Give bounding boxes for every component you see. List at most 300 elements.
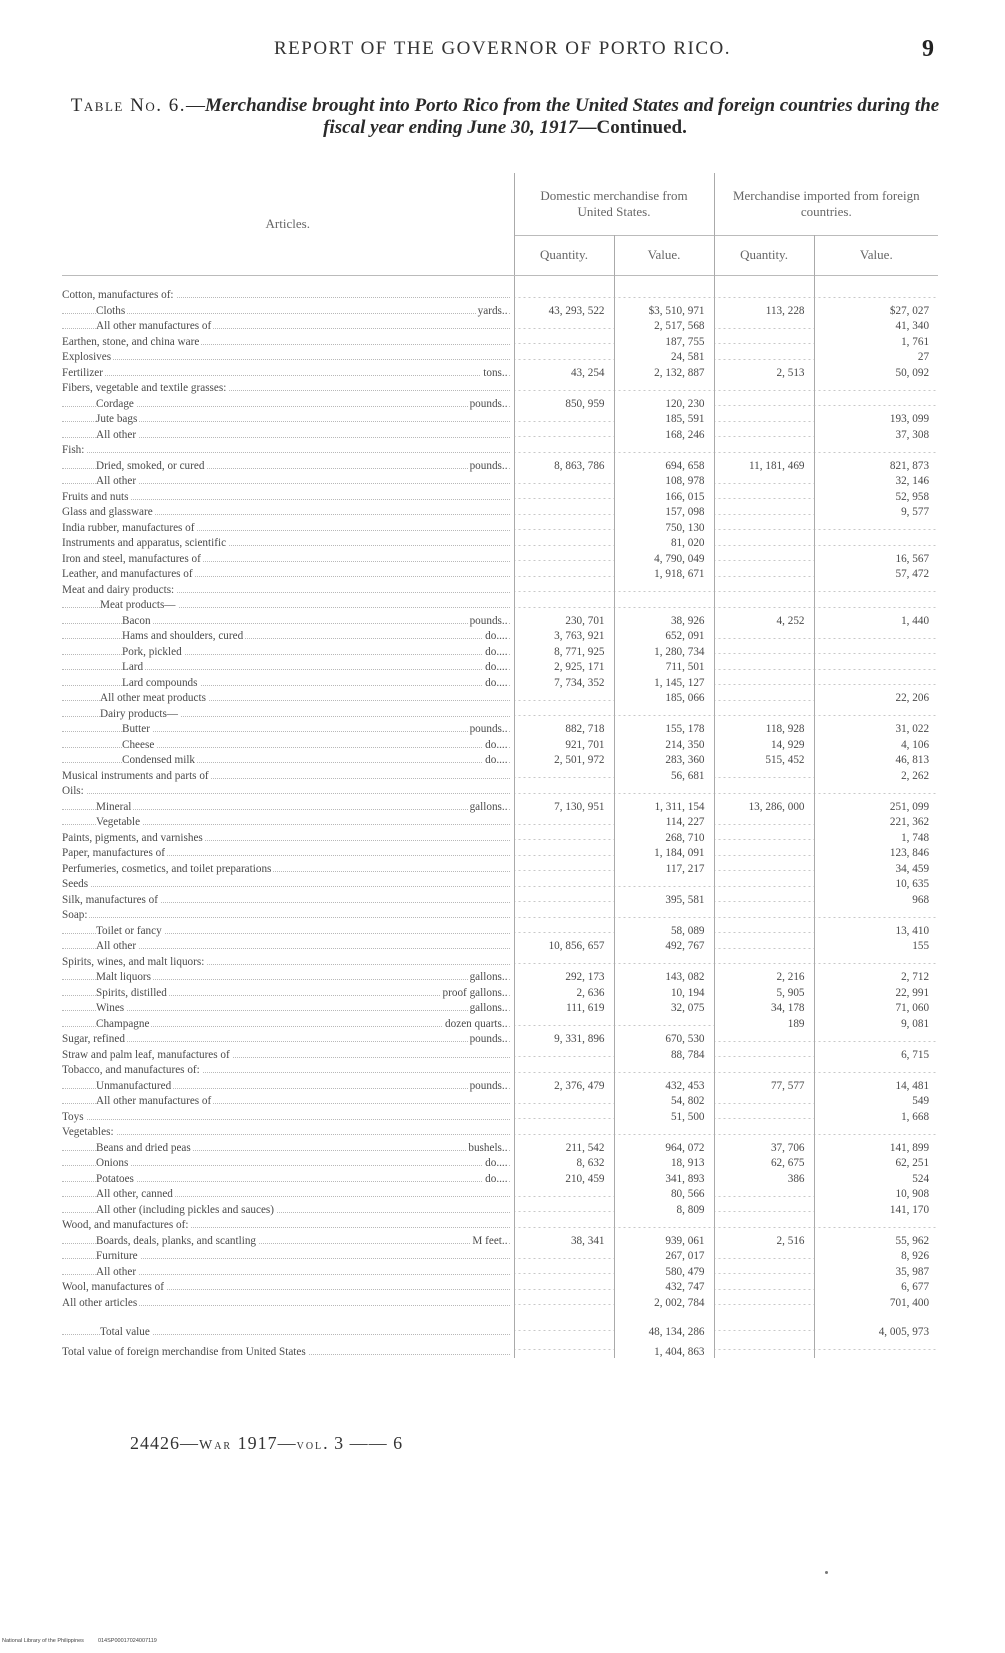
foreign-value-cell bbox=[814, 286, 938, 302]
foreign-value-cell: 22, 991 bbox=[814, 983, 938, 999]
article-label: Glass and glassware bbox=[62, 506, 153, 518]
unit-label: yards.. bbox=[477, 304, 508, 317]
article-cell bbox=[62, 844, 514, 860]
foreign-quantity-cell bbox=[714, 534, 814, 550]
domestic-value-cell: 694, 658 bbox=[614, 456, 714, 472]
table-row bbox=[62, 611, 938, 627]
table-row bbox=[62, 704, 938, 720]
article-cell bbox=[62, 890, 514, 906]
domestic-value-cell: 283, 360 bbox=[614, 751, 714, 767]
domestic-quantity-cell: 111, 619 bbox=[514, 999, 614, 1015]
article-cell bbox=[62, 1247, 514, 1263]
domestic-value-cell bbox=[614, 1061, 714, 1077]
table-row bbox=[62, 1045, 938, 1061]
foreign-value-cell: 141, 899 bbox=[814, 1138, 938, 1154]
article-label: Malt liquors bbox=[96, 971, 152, 983]
article-cell bbox=[62, 720, 514, 736]
domestic-quantity-cell: 2, 925, 171 bbox=[514, 658, 614, 674]
table-row bbox=[62, 1278, 938, 1294]
table-row bbox=[62, 766, 938, 782]
article-cell bbox=[62, 999, 514, 1015]
domestic-quantity-cell bbox=[514, 1045, 614, 1061]
domestic-value-cell bbox=[614, 704, 714, 720]
domestic-quantity-cell: 292, 173 bbox=[514, 968, 614, 984]
article-cell bbox=[62, 1278, 514, 1294]
article-cell bbox=[62, 518, 514, 534]
domestic-quantity-cell bbox=[514, 859, 614, 875]
leader-dots bbox=[62, 1041, 510, 1042]
domestic-value-cell: 432, 747 bbox=[614, 1278, 714, 1294]
table-row bbox=[62, 518, 938, 534]
domestic-quantity-cell bbox=[514, 828, 614, 844]
domestic-value-cell: 2, 132, 887 bbox=[614, 363, 714, 379]
table-row bbox=[62, 1154, 938, 1170]
domestic-value-cell: 185, 066 bbox=[614, 689, 714, 705]
table-row bbox=[62, 1107, 938, 1123]
table-row bbox=[62, 580, 938, 596]
domestic-quantity-cell bbox=[514, 1262, 614, 1278]
article-cell bbox=[62, 596, 514, 612]
domestic-quantity-cell bbox=[514, 1338, 614, 1358]
domestic-value-cell: 1, 145, 127 bbox=[614, 673, 714, 689]
foreign-quantity-cell bbox=[714, 518, 814, 534]
unit-label: gallons.. bbox=[469, 1002, 508, 1014]
domestic-value-cell: 432, 453 bbox=[614, 1076, 714, 1092]
table-row bbox=[62, 596, 938, 612]
foreign-value-cell: 71, 060 bbox=[814, 999, 938, 1015]
foreign-quantity-cell: 2, 516 bbox=[714, 1231, 814, 1247]
foreign-value-cell bbox=[814, 580, 938, 596]
domestic-quantity-cell: 210, 459 bbox=[514, 1169, 614, 1185]
domestic-quantity-cell bbox=[514, 317, 614, 333]
domestic-quantity-cell bbox=[514, 596, 614, 612]
article-label: Explosives bbox=[62, 351, 112, 363]
domestic-value-cell: 120, 230 bbox=[614, 394, 714, 410]
domestic-value-cell: 187, 755 bbox=[614, 332, 714, 348]
article-cell bbox=[62, 813, 514, 829]
domestic-quantity-cell bbox=[514, 1061, 614, 1077]
domestic-quantity-cell: 2, 501, 972 bbox=[514, 751, 614, 767]
article-label: Onions bbox=[96, 1157, 129, 1169]
foreign-value-cell: 701, 400 bbox=[814, 1293, 938, 1309]
table-row bbox=[62, 1247, 938, 1263]
domestic-value-cell: 166, 015 bbox=[614, 487, 714, 503]
article-cell bbox=[62, 1262, 514, 1278]
domestic-quantity-cell: 10, 856, 657 bbox=[514, 937, 614, 953]
article-label: Spirits, wines, and malt liquors: bbox=[62, 955, 205, 968]
foreign-quantity-cell: 386 bbox=[714, 1169, 814, 1185]
domestic-value-cell: 32, 075 bbox=[614, 999, 714, 1015]
foreign-value-cell bbox=[814, 518, 938, 534]
domestic-quantity-cell bbox=[514, 410, 614, 426]
foreign-quantity-cell bbox=[714, 766, 814, 782]
domestic-quantity-cell bbox=[514, 549, 614, 565]
foreign-quantity-cell: 189 bbox=[714, 1014, 814, 1030]
domestic-value-cell: 580, 479 bbox=[614, 1262, 714, 1278]
article-cell bbox=[62, 983, 514, 999]
article-cell bbox=[62, 487, 514, 503]
article-label: Paints, pigments, and varnishes bbox=[62, 831, 203, 844]
foreign-value-cell bbox=[814, 379, 938, 395]
table-row bbox=[62, 1014, 938, 1030]
leader-dots bbox=[62, 359, 510, 360]
domestic-quantity-cell: 8, 863, 786 bbox=[514, 456, 614, 472]
spacer-row bbox=[62, 1309, 938, 1319]
foreign-quantity-cell: 77, 577 bbox=[714, 1076, 814, 1092]
article-cell bbox=[62, 1030, 514, 1046]
col-header-articles: Articles. bbox=[62, 173, 514, 275]
foreign-value-cell: 13, 410 bbox=[814, 921, 938, 937]
col-header-foreign-value: Value. bbox=[814, 235, 938, 275]
foreign-quantity-cell bbox=[714, 906, 814, 922]
footer-print-mark: 24426—War 1917—vol. 3 —— 6 bbox=[130, 1433, 404, 1453]
article-label: Potatoes bbox=[96, 1172, 134, 1185]
foreign-quantity-cell bbox=[714, 565, 814, 581]
domestic-quantity-cell bbox=[514, 704, 614, 720]
article-label: Seeds bbox=[62, 878, 89, 890]
foreign-value-cell: 16, 567 bbox=[814, 549, 938, 565]
domestic-value-cell bbox=[614, 379, 714, 395]
domestic-quantity-cell bbox=[514, 844, 614, 860]
domestic-quantity-cell: 230, 701 bbox=[514, 611, 614, 627]
article-label: Vegetable bbox=[96, 816, 141, 828]
article-label: Bacon bbox=[122, 614, 151, 627]
domestic-quantity-cell: 8, 632 bbox=[514, 1154, 614, 1170]
spacer-row bbox=[62, 275, 938, 286]
domestic-value-cell: 4, 790, 049 bbox=[614, 549, 714, 565]
domestic-quantity-cell: 7, 734, 352 bbox=[514, 673, 614, 689]
domestic-value-cell bbox=[614, 952, 714, 968]
domestic-value-cell: 56, 681 bbox=[614, 766, 714, 782]
foreign-quantity-cell: 37, 706 bbox=[714, 1138, 814, 1154]
foreign-value-cell: 27 bbox=[814, 348, 938, 364]
domestic-quantity-cell bbox=[514, 1014, 614, 1030]
foreign-quantity-cell bbox=[714, 425, 814, 441]
table-row bbox=[62, 735, 938, 751]
foreign-value-cell bbox=[814, 1030, 938, 1046]
table-row bbox=[62, 875, 938, 891]
table-row bbox=[62, 844, 938, 860]
domestic-value-cell: 157, 098 bbox=[614, 503, 714, 519]
foreign-value-cell: 46, 813 bbox=[814, 751, 938, 767]
article-cell bbox=[62, 1154, 514, 1170]
foreign-value-cell: 1, 440 bbox=[814, 611, 938, 627]
article-cell bbox=[62, 1123, 514, 1139]
domestic-quantity-cell bbox=[514, 1123, 614, 1139]
foreign-quantity-cell bbox=[714, 689, 814, 705]
article-cell bbox=[62, 751, 514, 767]
foreign-quantity-cell bbox=[714, 1200, 814, 1216]
footer-num: 24426 bbox=[130, 1433, 180, 1453]
article-cell bbox=[62, 673, 514, 689]
table-row bbox=[62, 1030, 938, 1046]
foreign-value-cell: 55, 962 bbox=[814, 1231, 938, 1247]
table-row bbox=[62, 379, 938, 395]
foreign-value-cell bbox=[814, 534, 938, 550]
footer-rest: 3 —— 6 bbox=[334, 1433, 404, 1453]
article-cell bbox=[62, 1169, 514, 1185]
article-cell bbox=[62, 875, 514, 891]
article-cell bbox=[62, 1092, 514, 1108]
foreign-quantity-cell: 14, 929 bbox=[714, 735, 814, 751]
domestic-quantity-cell: 38, 341 bbox=[514, 1231, 614, 1247]
foreign-value-cell bbox=[814, 952, 938, 968]
domestic-quantity-cell bbox=[514, 1092, 614, 1108]
table-row bbox=[62, 983, 938, 999]
domestic-quantity-cell bbox=[514, 1185, 614, 1201]
table-row bbox=[62, 1319, 938, 1339]
domestic-quantity-cell bbox=[514, 518, 614, 534]
domestic-quantity-cell bbox=[514, 952, 614, 968]
domestic-value-cell: 108, 978 bbox=[614, 472, 714, 488]
table-row bbox=[62, 301, 938, 317]
article-label: Cordage bbox=[96, 397, 134, 410]
foreign-quantity-cell bbox=[714, 394, 814, 410]
table-row bbox=[62, 890, 938, 906]
domestic-value-cell: 2, 002, 784 bbox=[614, 1293, 714, 1309]
unit-label: pounds.. bbox=[469, 459, 508, 472]
article-cell bbox=[62, 410, 514, 426]
title-continued: —Continued. bbox=[577, 117, 687, 138]
article-label: Wines bbox=[96, 1002, 125, 1014]
article-cell bbox=[62, 1200, 514, 1216]
foreign-quantity-cell bbox=[714, 379, 814, 395]
article-label: Furniture bbox=[96, 1250, 138, 1262]
domestic-value-cell: 395, 581 bbox=[614, 890, 714, 906]
domestic-value-cell: 670, 530 bbox=[614, 1030, 714, 1046]
foreign-value-cell bbox=[814, 673, 938, 689]
article-cell bbox=[62, 797, 514, 813]
page-number: 9 bbox=[922, 36, 934, 62]
table-row bbox=[62, 317, 938, 333]
foreign-value-cell: 35, 987 bbox=[814, 1262, 938, 1278]
domestic-quantity-cell bbox=[514, 472, 614, 488]
domestic-quantity-cell bbox=[514, 348, 614, 364]
col-header-quantity: Quantity. bbox=[514, 235, 614, 275]
article-cell bbox=[62, 611, 514, 627]
foreign-value-cell: 14, 481 bbox=[814, 1076, 938, 1092]
foreign-value-cell: 549 bbox=[814, 1092, 938, 1108]
foreign-quantity-cell: 515, 452 bbox=[714, 751, 814, 767]
domestic-value-cell: 38, 926 bbox=[614, 611, 714, 627]
article-cell bbox=[62, 1014, 514, 1030]
foreign-value-cell bbox=[814, 627, 938, 643]
foreign-value-cell: 251, 099 bbox=[814, 797, 938, 813]
foreign-value-cell bbox=[814, 441, 938, 457]
foreign-value-cell: 9, 577 bbox=[814, 503, 938, 519]
domestic-value-cell bbox=[614, 441, 714, 457]
leader-dots bbox=[62, 886, 510, 887]
foreign-value-cell: 52, 958 bbox=[814, 487, 938, 503]
unit-label: pounds.. bbox=[469, 1033, 508, 1045]
foreign-quantity-cell bbox=[714, 704, 814, 720]
foreign-quantity-cell bbox=[714, 813, 814, 829]
article-label: Pork, pickled bbox=[122, 645, 182, 658]
unit-label: do.... bbox=[485, 1172, 508, 1185]
article-label: Fish: bbox=[62, 444, 85, 456]
table-row bbox=[62, 1262, 938, 1278]
foreign-quantity-cell: 5, 905 bbox=[714, 983, 814, 999]
foreign-value-cell: 1, 761 bbox=[814, 332, 938, 348]
article-cell bbox=[62, 627, 514, 643]
article-cell bbox=[62, 301, 514, 317]
domestic-quantity-cell bbox=[514, 565, 614, 581]
table-row bbox=[62, 1092, 938, 1108]
article-label: Hams and shoulders, cured bbox=[122, 630, 244, 642]
table-row bbox=[62, 1169, 938, 1185]
domestic-quantity-cell: 211, 542 bbox=[514, 1138, 614, 1154]
article-label: Jute bags bbox=[96, 413, 138, 425]
foreign-value-cell bbox=[814, 704, 938, 720]
col-header-foreign: Merchandise imported from foreign countries. bbox=[714, 173, 938, 235]
table-row bbox=[62, 565, 938, 581]
unit-label: do.... bbox=[485, 661, 508, 673]
unit-label: do.... bbox=[485, 754, 508, 766]
domestic-value-cell bbox=[614, 1216, 714, 1232]
foreign-quantity-cell: 11, 181, 469 bbox=[714, 456, 814, 472]
domestic-quantity-cell bbox=[514, 890, 614, 906]
article-label: Unmanufactured bbox=[96, 1079, 172, 1092]
domestic-value-cell: 267, 017 bbox=[614, 1247, 714, 1263]
foreign-value-cell: 4, 005, 973 bbox=[814, 1319, 938, 1339]
domestic-value-cell bbox=[614, 1014, 714, 1030]
article-label: Paper, manufactures of bbox=[62, 847, 165, 859]
table-row bbox=[62, 1216, 938, 1232]
domestic-quantity-cell bbox=[514, 1319, 614, 1339]
unit-label: do.... bbox=[485, 645, 508, 658]
domestic-quantity-cell bbox=[514, 782, 614, 798]
domestic-value-cell: 48, 134, 286 bbox=[614, 1319, 714, 1339]
domestic-value-cell: 1, 184, 091 bbox=[614, 844, 714, 860]
domestic-value-cell: 54, 802 bbox=[614, 1092, 714, 1108]
table-row bbox=[62, 1076, 938, 1092]
domestic-quantity-cell bbox=[514, 441, 614, 457]
foreign-value-cell: 821, 873 bbox=[814, 456, 938, 472]
foreign-value-cell: 193, 099 bbox=[814, 410, 938, 426]
article-label: All other bbox=[96, 428, 137, 441]
article-label: Sugar, refined bbox=[62, 1033, 125, 1045]
foreign-value-cell: 37, 308 bbox=[814, 425, 938, 441]
domestic-value-cell: 58, 089 bbox=[614, 921, 714, 937]
domestic-value-cell: 1, 280, 734 bbox=[614, 642, 714, 658]
domestic-quantity-cell bbox=[514, 1247, 614, 1263]
article-label: Condensed milk bbox=[122, 754, 196, 766]
domestic-quantity-cell: 2, 636 bbox=[514, 983, 614, 999]
unit-label: pounds.. bbox=[469, 1079, 508, 1092]
foreign-value-cell bbox=[814, 1216, 938, 1232]
foreign-value-cell: 123, 846 bbox=[814, 844, 938, 860]
foreign-value-cell: 6, 715 bbox=[814, 1045, 938, 1061]
article-label: Tobacco, and manufactures of: bbox=[62, 1064, 200, 1076]
foreign-value-cell: $27, 027 bbox=[814, 301, 938, 317]
foreign-quantity-cell: 34, 178 bbox=[714, 999, 814, 1015]
table-row bbox=[62, 487, 938, 503]
article-label: Meat and dairy products: bbox=[62, 583, 175, 596]
article-cell bbox=[62, 472, 514, 488]
article-label: Cotton, manufactures of: bbox=[62, 289, 174, 301]
table-row bbox=[62, 952, 938, 968]
article-label: Earthen, stone, and china ware bbox=[62, 335, 200, 348]
table-row bbox=[62, 1338, 938, 1358]
foreign-value-cell: 524 bbox=[814, 1169, 938, 1185]
article-label: Soap: bbox=[62, 909, 88, 921]
domestic-value-cell bbox=[614, 596, 714, 612]
table-row bbox=[62, 782, 938, 798]
foreign-quantity-cell bbox=[714, 1045, 814, 1061]
article-label: All other bbox=[96, 940, 137, 952]
foreign-quantity-cell bbox=[714, 1293, 814, 1309]
unit-label: pounds.. bbox=[469, 397, 508, 410]
domestic-value-cell: 168, 246 bbox=[614, 425, 714, 441]
footer-year: 1917 bbox=[237, 1433, 278, 1453]
article-label: Fertilizer bbox=[62, 366, 104, 379]
domestic-quantity-cell bbox=[514, 1107, 614, 1123]
merchandise-table bbox=[62, 173, 938, 1358]
table-row bbox=[62, 425, 938, 441]
article-label: Spirits, distilled bbox=[96, 986, 167, 999]
article-label: Mineral bbox=[96, 800, 132, 813]
domestic-quantity-cell bbox=[514, 534, 614, 550]
domestic-value-cell: 711, 501 bbox=[614, 658, 714, 674]
foreign-quantity-cell bbox=[714, 952, 814, 968]
foreign-quantity-cell bbox=[714, 410, 814, 426]
article-label: All other, canned bbox=[96, 1188, 173, 1200]
article-cell bbox=[62, 937, 514, 953]
unit-label: proof gallons.. bbox=[442, 986, 508, 999]
article-label: All other meat products bbox=[100, 692, 206, 704]
table-title bbox=[70, 95, 940, 139]
domestic-quantity-cell bbox=[514, 286, 614, 302]
domestic-value-cell bbox=[614, 286, 714, 302]
leader-dots bbox=[62, 313, 510, 314]
foreign-quantity-cell: 113, 228 bbox=[714, 301, 814, 317]
domestic-value-cell: 214, 350 bbox=[614, 735, 714, 751]
foreign-quantity-cell bbox=[714, 875, 814, 891]
domestic-quantity-cell bbox=[514, 332, 614, 348]
foreign-value-cell: 34, 459 bbox=[814, 859, 938, 875]
foreign-value-cell: 10, 635 bbox=[814, 875, 938, 891]
article-cell bbox=[62, 1293, 514, 1309]
article-label: Leather, and manufactures of bbox=[62, 568, 193, 580]
domestic-value-cell: 268, 710 bbox=[614, 828, 714, 844]
article-cell bbox=[62, 332, 514, 348]
scan-credit bbox=[2, 1638, 157, 1644]
domestic-quantity-cell bbox=[514, 766, 614, 782]
foreign-value-cell: 221, 362 bbox=[814, 813, 938, 829]
domestic-quantity-cell bbox=[514, 487, 614, 503]
foreign-quantity-cell bbox=[714, 441, 814, 457]
foreign-value-cell: 6, 677 bbox=[814, 1278, 938, 1294]
domestic-value-cell: 88, 784 bbox=[614, 1045, 714, 1061]
article-cell bbox=[62, 317, 514, 333]
foreign-quantity-cell bbox=[714, 286, 814, 302]
article-label: Cheese bbox=[122, 738, 155, 751]
table-row bbox=[62, 1293, 938, 1309]
unit-label: tons.. bbox=[483, 366, 508, 379]
domestic-value-cell: 750, 130 bbox=[614, 518, 714, 534]
foreign-quantity-cell bbox=[714, 1278, 814, 1294]
article-cell bbox=[62, 766, 514, 782]
unit-label: gallons.. bbox=[469, 800, 508, 813]
article-cell bbox=[62, 394, 514, 410]
domestic-value-cell: 652, 091 bbox=[614, 627, 714, 643]
foreign-quantity-cell bbox=[714, 642, 814, 658]
domestic-quantity-cell bbox=[514, 1216, 614, 1232]
foreign-quantity-cell: 62, 675 bbox=[714, 1154, 814, 1170]
foreign-value-cell bbox=[814, 596, 938, 612]
foreign-quantity-cell bbox=[714, 332, 814, 348]
article-label: Oils: bbox=[62, 785, 84, 797]
